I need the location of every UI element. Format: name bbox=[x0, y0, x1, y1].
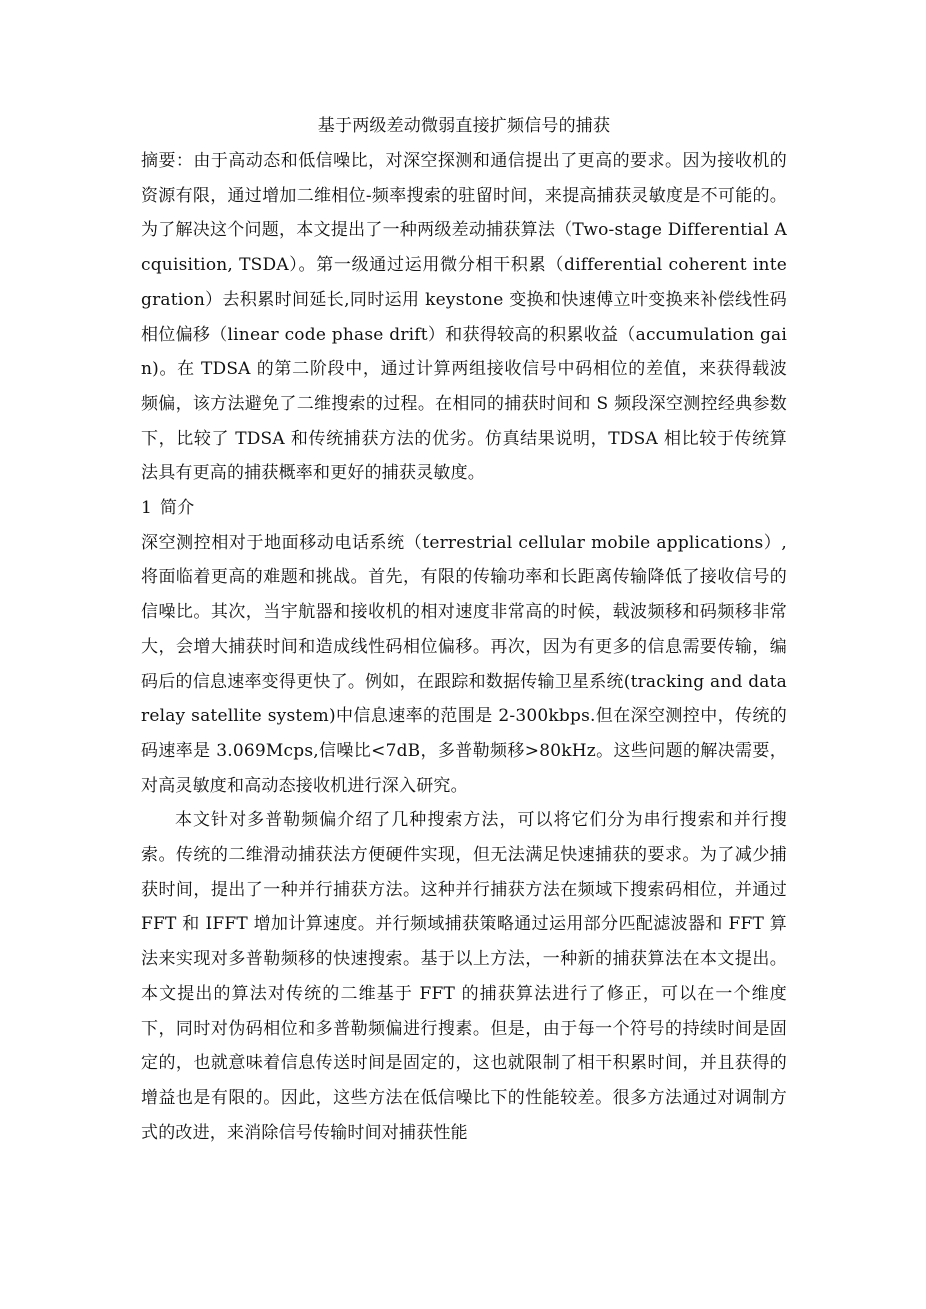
section-heading bbox=[141, 491, 787, 526]
section-number: 1 bbox=[141, 498, 153, 519]
section-title: 简介 bbox=[160, 498, 195, 519]
abstract-paragraph: 摘要：由于高动态和低信噪比，对深空探测和通信提出了更高的要求。因为接收机的资源有限，通过增加二维相位-频率搜索的驻留时间，来提高捕获灵敏度是不可能的。为了解决这个问题，本文提出了一种两级差动捕获算法（Two-stage Differential Acquisition, TSDA）。第一级通过运用微分相干积累（differential coherent integration）去积累时间延长,同时运用 keystone 变换和快速傅立叶变换来补偿线性码相位偏移（linear code phase drift）和获得较高的积累收益（accumulation gain)。在 TDSA 的第二阶段中，通过计算两组接收信号中码相位的差值，来获得载波频偏，该方法避免了二维搜索的过程。在相同的捕获时间和 S 频段深空测控经典参数下，比较了 TDSA 和传统捕获方法的优劣。仿真结果说明，TDSA 相比较于传统算法具有更高的捕获概率和更好的捕获灵敏度。 bbox=[141, 151, 787, 484]
intro-paragraph-2: 本文针对多普勒频偏介绍了几种搜索方法，可以将它们分为串行搜索和并行搜索。传统的二维滑动捕获法方便硬件实现，但无法满足快速捕获的要求。为了减少捕获时间，提出了一种并行捕获方法。这种并行捕获方法在频域下搜索码相位，并通过 FFT 和 IFFT 增加计算速度。并行频域捕获策略通过运用部分匹配滤波器和 FFT 算法来实现对多普勒频移的快速搜索。基于以上方法，一种新的捕获算法在本文提出。本文提出的算法对传统的二维基于 FFT 的捕获算法进行了修正，可以在一个维度下，同时对伪码相位和多普勒频偏进行搜素。但是，由于每一个符号的持续时间是固定的，也就意味着信息传送时间是固定的，这也就限制了相干积累时间，并且获得的增益也是有限的。因此，这些方法在低信噪比下的性能较差。很多方法通过对调制方式的改进，来消除信号传输时间对捕获性能 bbox=[141, 810, 787, 1143]
document-body bbox=[141, 108, 787, 1150]
paper-title: 基于两级差动微弱直接扩频信号的捕获 bbox=[317, 116, 611, 136]
intro-paragraph-1: 深空测控相对于地面移动电话系统（terrestrial cellular mobile applications）,将面临着更高的难题和挑战。首先，有限的传输功率和长距离传输降低了接收信号的信噪比。其次，当宇航器和接收机的相对速度非常高的时候，载波频移和码频移非常大，会增大捕获时间和造成线性码相位偏移。再次，因为有更多的信息需要传输，编码后的信息速率变得更快了。例如，在跟踪和数据传输卫星系统(tracking and data relay satellite system)中信息速率的范围是 2-300kbps.但在深空测控中，传统的码速率是 3.069Mcps,信噪比<7dB，多普勒频移>80kHz。这些问题的解决需要，对高灵敏度和高动态接收机进行深入研究。 bbox=[141, 532, 787, 796]
